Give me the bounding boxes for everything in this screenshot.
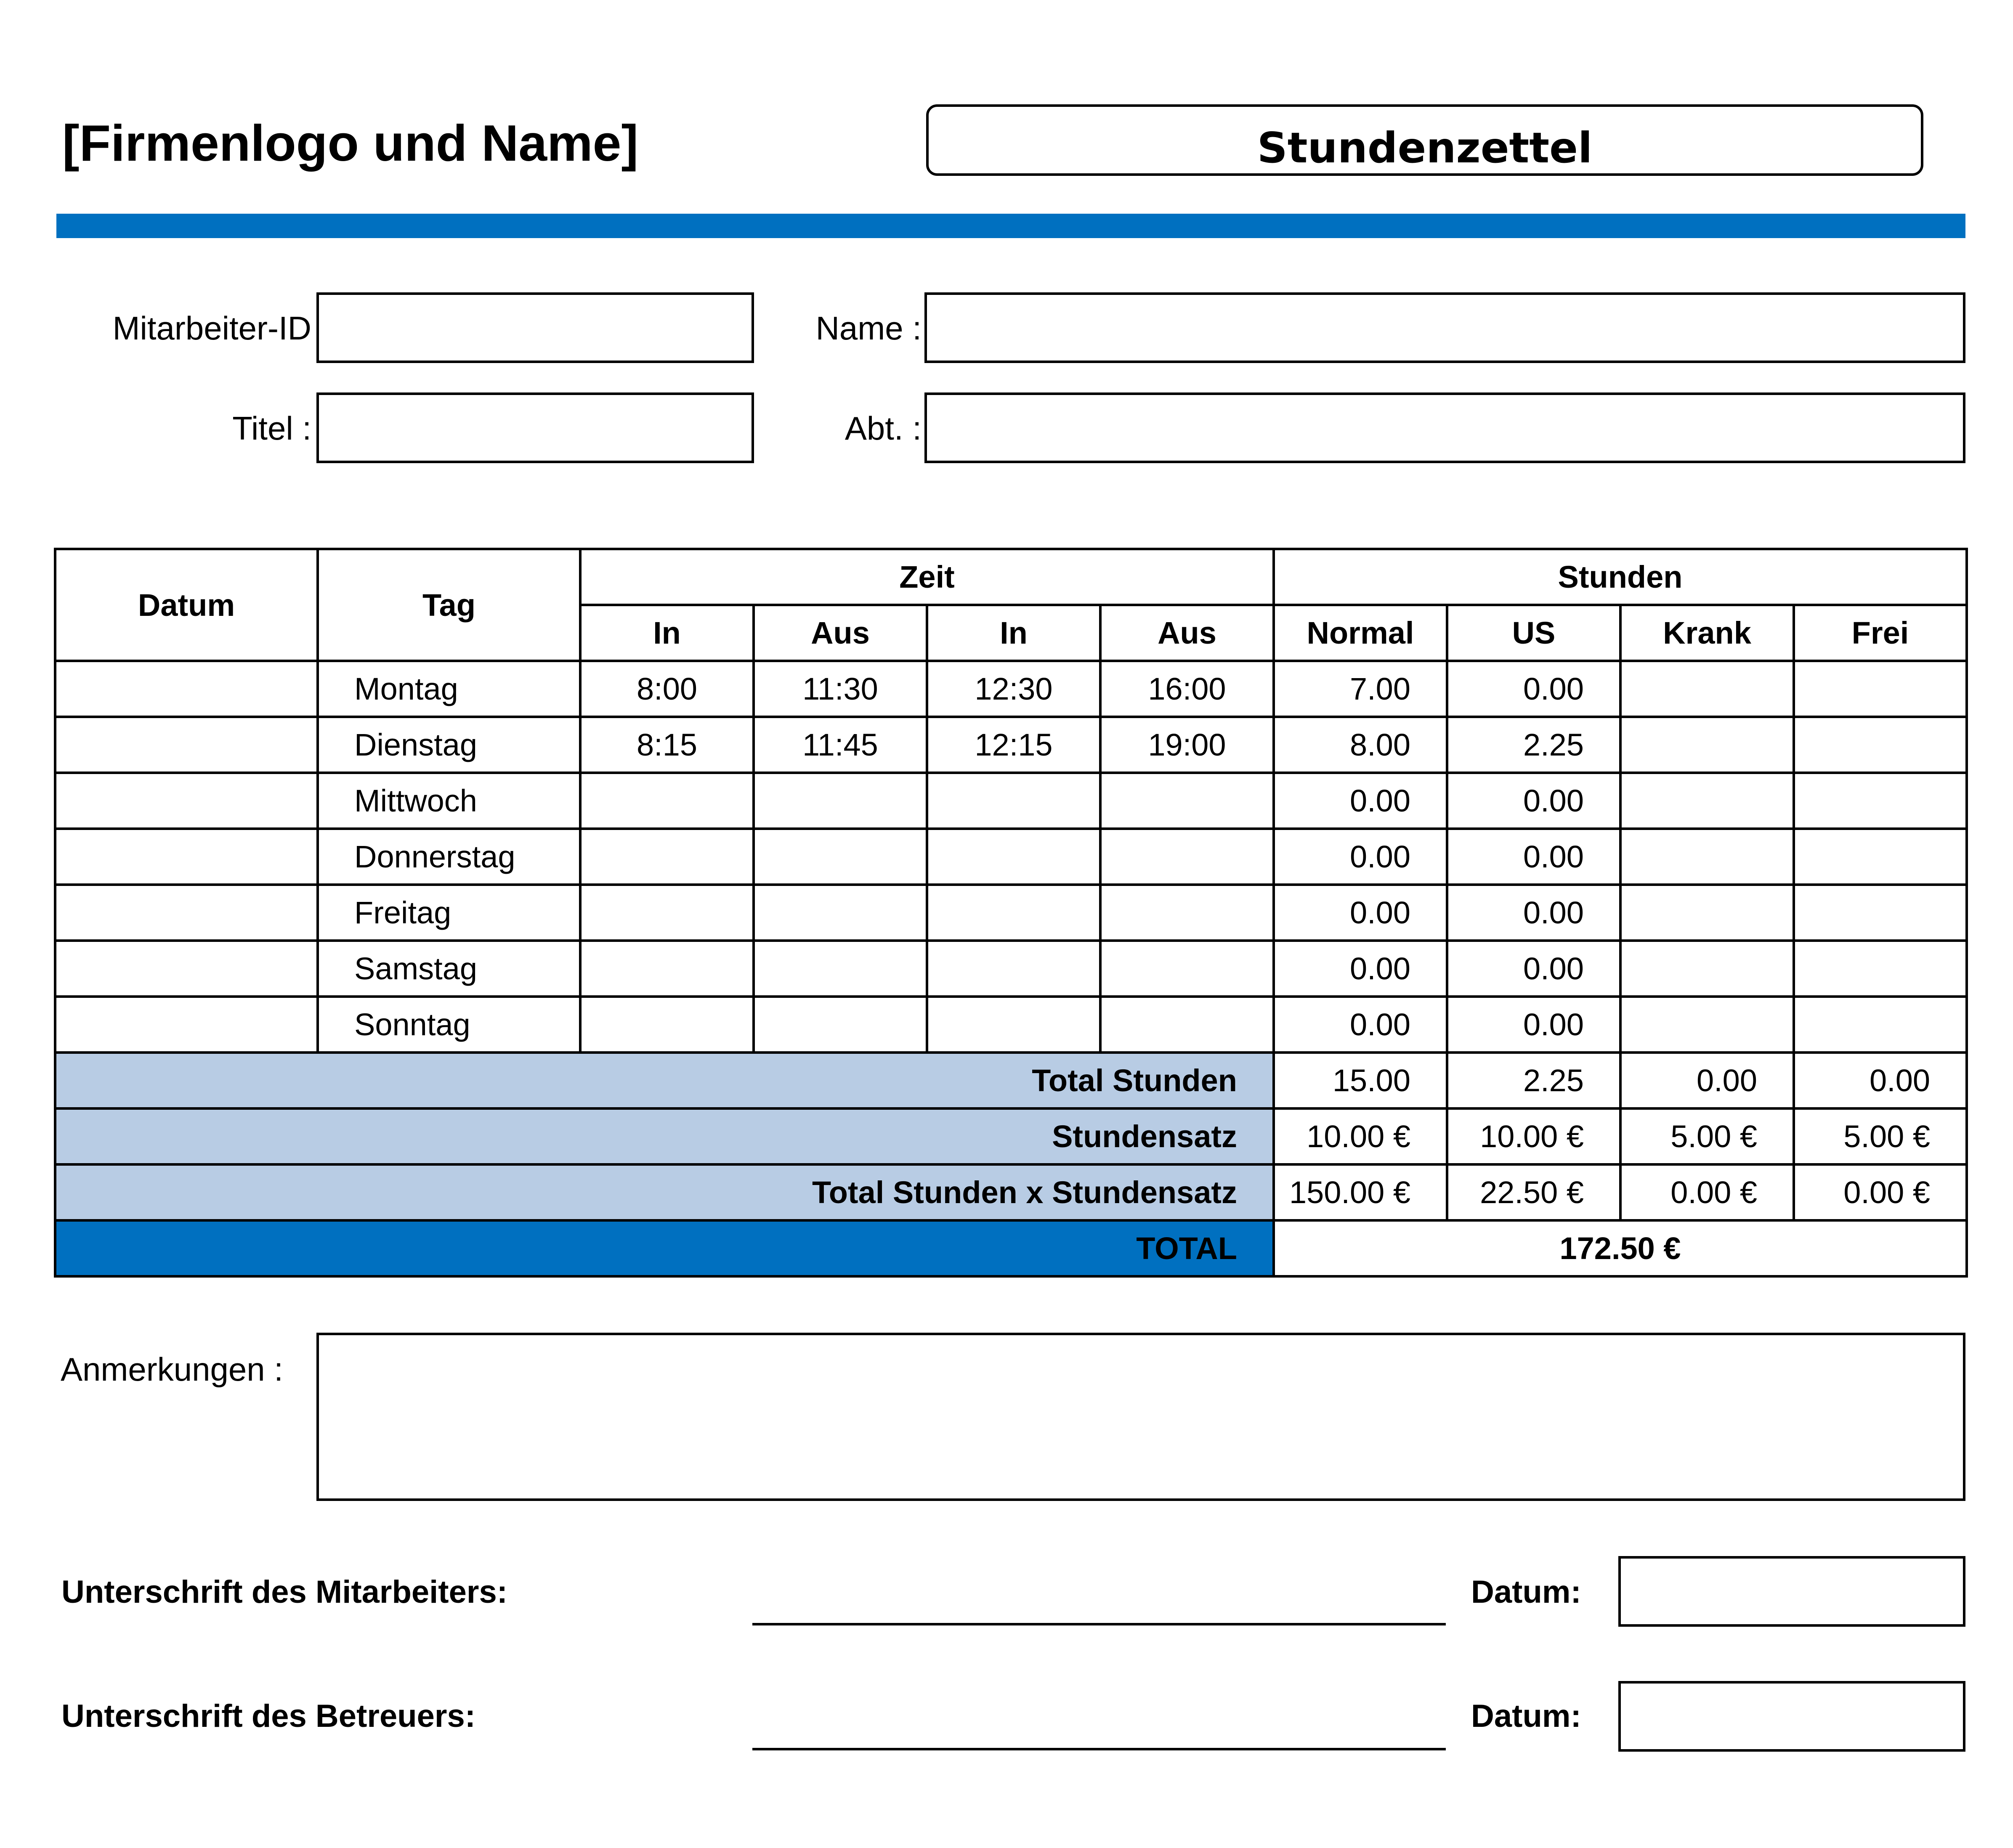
day-cell: Mittwoch — [318, 773, 580, 829]
employee-id-label: Mitarbeiter-ID — [112, 310, 311, 347]
time-in-2-cell[interactable] — [927, 941, 1100, 997]
time-out-2-cell[interactable] — [1100, 941, 1274, 997]
table-row — [55, 997, 1967, 1053]
time-out-1-cell[interactable]: 11:45 — [754, 717, 927, 773]
remarks-field[interactable] — [316, 1333, 1965, 1501]
remarks-label: Anmerkungen : — [61, 1351, 283, 1388]
frei-hours-cell[interactable] — [1794, 997, 1967, 1053]
krank-hours-cell[interactable] — [1620, 661, 1794, 717]
summary-value: 0.00 € — [1794, 1164, 1967, 1220]
title-box — [926, 104, 1923, 176]
col-hours-normal: Normal — [1274, 605, 1447, 661]
us-hours-cell: 2.25 — [1447, 717, 1620, 773]
day-cell: Sonntag — [318, 997, 580, 1053]
date-cell[interactable] — [55, 941, 318, 997]
date-cell[interactable] — [55, 885, 318, 941]
col-date-header: Datum — [55, 549, 318, 661]
normal-hours-cell: 0.00 — [1274, 941, 1447, 997]
table-row — [55, 941, 1967, 997]
us-hours-cell: 0.00 — [1447, 885, 1620, 941]
summary-value[interactable]: 10.00 € — [1447, 1108, 1620, 1164]
time-out-2-cell[interactable] — [1100, 773, 1274, 829]
us-hours-cell: 0.00 — [1447, 997, 1620, 1053]
total-label: TOTAL — [55, 1220, 1274, 1276]
date-cell[interactable] — [55, 717, 318, 773]
col-time-in-2: In — [927, 605, 1100, 661]
time-in-2-cell[interactable] — [927, 885, 1100, 941]
day-cell: Freitag — [318, 885, 580, 941]
employee-signature-label: Unterschrift des Mitarbeiters: — [61, 1574, 508, 1610]
page-title: Stundenzettel — [1257, 123, 1593, 172]
time-out-2-cell[interactable] — [1100, 885, 1274, 941]
time-out-1-cell[interactable] — [754, 829, 927, 885]
col-hours-krank: Krank — [1620, 605, 1794, 661]
col-hours-us: US — [1447, 605, 1620, 661]
time-out-1-cell[interactable] — [754, 997, 927, 1053]
employee-date-field[interactable] — [1618, 1556, 1965, 1627]
date-cell[interactable] — [55, 997, 318, 1053]
supervisor-date-label: Datum: — [1471, 1698, 1581, 1734]
time-in-1-cell[interactable] — [580, 941, 754, 997]
time-out-2-cell[interactable] — [1100, 997, 1274, 1053]
time-in-2-cell[interactable] — [927, 997, 1100, 1053]
timesheet-table — [54, 548, 1968, 1278]
hours-group-header: Stunden — [1274, 549, 1967, 605]
frei-hours-cell[interactable] — [1794, 661, 1967, 717]
department-label: Abt. : — [845, 410, 922, 447]
frei-hours-cell[interactable] — [1794, 941, 1967, 997]
time-in-2-cell[interactable] — [927, 773, 1100, 829]
name-label: Name : — [815, 310, 922, 347]
employee-date-label: Datum: — [1471, 1574, 1581, 1610]
summary-value: 15.00 — [1274, 1053, 1447, 1108]
summary-value[interactable]: 10.00 € — [1274, 1108, 1447, 1164]
normal-hours-cell: 0.00 — [1274, 997, 1447, 1053]
time-in-1-cell[interactable] — [580, 997, 754, 1053]
table-row — [55, 717, 1967, 773]
time-out-1-cell[interactable] — [754, 773, 927, 829]
summary-row-amount — [55, 1164, 1967, 1220]
summary-label: Total Stunden — [55, 1053, 1274, 1108]
krank-hours-cell[interactable] — [1620, 829, 1794, 885]
krank-hours-cell[interactable] — [1620, 717, 1794, 773]
date-cell[interactable] — [55, 773, 318, 829]
summary-value: 2.25 — [1447, 1053, 1620, 1108]
time-in-1-cell[interactable] — [580, 885, 754, 941]
department-field[interactable] — [924, 392, 1965, 463]
time-in-1-cell[interactable]: 8:00 — [580, 661, 754, 717]
us-hours-cell: 0.00 — [1447, 773, 1620, 829]
total-value: 172.50 € — [1274, 1220, 1967, 1276]
summary-value: 22.50 € — [1447, 1164, 1620, 1220]
company-name: [Firmenlogo und Name] — [62, 114, 639, 172]
summary-value: 150.00 € — [1274, 1164, 1447, 1220]
krank-hours-cell[interactable] — [1620, 941, 1794, 997]
table-row — [55, 661, 1967, 717]
employee-signature-line[interactable] — [752, 1623, 1446, 1625]
col-time-in-1: In — [580, 605, 754, 661]
time-in-2-cell[interactable] — [927, 829, 1100, 885]
title-field[interactable] — [316, 392, 754, 463]
summary-value: 0.00 — [1620, 1053, 1794, 1108]
summary-value[interactable]: 5.00 € — [1620, 1108, 1794, 1164]
summary-value[interactable]: 5.00 € — [1794, 1108, 1967, 1164]
col-hours-frei: Frei — [1794, 605, 1967, 661]
summary-value: 0.00 — [1794, 1053, 1967, 1108]
date-cell[interactable] — [55, 829, 318, 885]
date-cell[interactable] — [55, 661, 318, 717]
table-row — [55, 829, 1967, 885]
frei-hours-cell[interactable] — [1794, 773, 1967, 829]
normal-hours-cell: 0.00 — [1274, 829, 1447, 885]
us-hours-cell: 0.00 — [1447, 661, 1620, 717]
normal-hours-cell: 0.00 — [1274, 773, 1447, 829]
time-in-2-cell[interactable]: 12:15 — [927, 717, 1100, 773]
summary-label: Total Stunden x Stundensatz — [55, 1164, 1274, 1220]
day-cell: Montag — [318, 661, 580, 717]
name-field[interactable] — [924, 292, 1965, 363]
time-in-1-cell[interactable] — [580, 773, 754, 829]
frei-hours-cell[interactable] — [1794, 829, 1967, 885]
day-cell: Samstag — [318, 941, 580, 997]
employee-id-field[interactable] — [316, 292, 754, 363]
time-out-2-cell[interactable]: 19:00 — [1100, 717, 1274, 773]
supervisor-signature-label: Unterschrift des Betreuers: — [61, 1698, 476, 1734]
time-in-1-cell[interactable] — [580, 829, 754, 885]
normal-hours-cell: 7.00 — [1274, 661, 1447, 717]
supervisor-signature-line[interactable] — [752, 1748, 1446, 1750]
krank-hours-cell[interactable] — [1620, 773, 1794, 829]
title-label: Titel : — [232, 410, 311, 447]
time-in-2-cell[interactable]: 12:30 — [927, 661, 1100, 717]
col-time-out-1: Aus — [754, 605, 927, 661]
us-hours-cell: 0.00 — [1447, 829, 1620, 885]
time-out-1-cell[interactable]: 11:30 — [754, 661, 927, 717]
us-hours-cell: 0.00 — [1447, 941, 1620, 997]
time-group-header: Zeit — [580, 549, 1274, 605]
day-cell: Dienstag — [318, 717, 580, 773]
time-in-1-cell[interactable]: 8:15 — [580, 717, 754, 773]
summary-row-total-hours — [55, 1053, 1967, 1108]
time-out-1-cell[interactable] — [754, 941, 927, 997]
col-day-header: Tag — [318, 549, 580, 661]
normal-hours-cell: 8.00 — [1274, 717, 1447, 773]
summary-row-rate — [55, 1108, 1967, 1164]
summary-label: Stundensatz — [55, 1108, 1274, 1164]
frei-hours-cell[interactable] — [1794, 717, 1967, 773]
header-divider — [56, 214, 1965, 238]
table-row — [55, 885, 1967, 941]
normal-hours-cell: 0.00 — [1274, 885, 1447, 941]
total-row — [55, 1220, 1967, 1276]
time-out-2-cell[interactable] — [1100, 829, 1274, 885]
summary-value: 0.00 € — [1620, 1164, 1794, 1220]
day-cell: Donnerstag — [318, 829, 580, 885]
krank-hours-cell[interactable] — [1620, 997, 1794, 1053]
supervisor-date-field[interactable] — [1618, 1681, 1965, 1752]
table-row — [55, 773, 1967, 829]
krank-hours-cell[interactable] — [1620, 885, 1794, 941]
col-time-out-2: Aus — [1100, 605, 1274, 661]
time-out-1-cell[interactable] — [754, 885, 927, 941]
header-row-1 — [55, 549, 1967, 605]
time-out-2-cell[interactable]: 16:00 — [1100, 661, 1274, 717]
frei-hours-cell[interactable] — [1794, 885, 1967, 941]
